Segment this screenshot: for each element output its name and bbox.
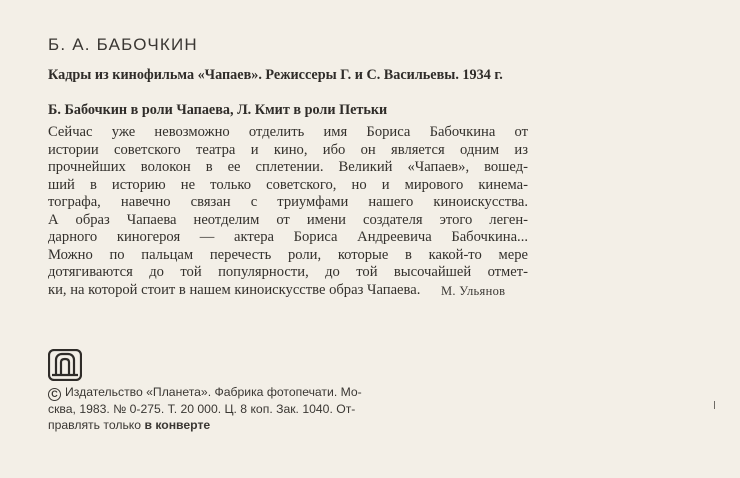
colophon-line xyxy=(48,417,362,433)
article-line: ший в историю не только советского, но и мирового кинема- xyxy=(48,176,528,193)
envelope-note: в конверте xyxy=(144,418,211,432)
article-line: прочнейших волокон в ее сплетении. Великий «Чапаев», вошед- xyxy=(48,159,528,175)
article-author: М. Ульянов xyxy=(441,284,506,298)
film-caption-text: Кадры из кинофильма «Чапаев». Режиссеры Г. и С. Васильевы. 1934 г. xyxy=(48,67,503,83)
article-line: дарного киногероя — актера Бориса Андреевича Бабочкина... xyxy=(48,229,528,245)
article-line: ки, на которой стоит в нашем киноискусстве образ Чапаева. xyxy=(48,281,421,298)
copyright-icon: С xyxy=(48,388,61,401)
print-mark xyxy=(714,401,715,409)
colophon-line xyxy=(48,384,362,401)
colophon-text: правлять только xyxy=(48,418,142,432)
actor-name: Б. А. БАБОЧКИН xyxy=(48,35,198,54)
roles-caption: Б. Бабочкин в роли Чапаева, Л. Кмит в роли Петьки xyxy=(48,102,388,118)
film-caption xyxy=(48,67,538,84)
article-line: Можно по пальцам перечесть роли, которые в какой-то мере xyxy=(48,246,528,263)
article-line: А образ Чапаева неотделим от имени создателя этого леген- xyxy=(48,211,528,228)
colophon-text: Издательство «Планета». Фабрика фотопечати. Мо- xyxy=(65,385,362,399)
colophon-line: сква, 1983. № 0-275. Т. 20 000. Ц. 8 коп. Зак. 1040. От- xyxy=(48,402,356,416)
article-text xyxy=(48,124,528,299)
article-line: тографа, навечно связан с триумфами нашего киноискусства. xyxy=(48,194,528,210)
article-line: дотягиваются до той популярности, до той высочайшей отмет- xyxy=(48,264,528,280)
article-line: истории советского театра и кино, ибо он является одним из xyxy=(48,141,528,158)
planeta-publisher-logo-icon xyxy=(48,349,82,381)
article-line: Сейчас уже невозможно отделить имя Бориса Бабочкина от xyxy=(48,124,528,140)
colophon xyxy=(48,384,362,433)
